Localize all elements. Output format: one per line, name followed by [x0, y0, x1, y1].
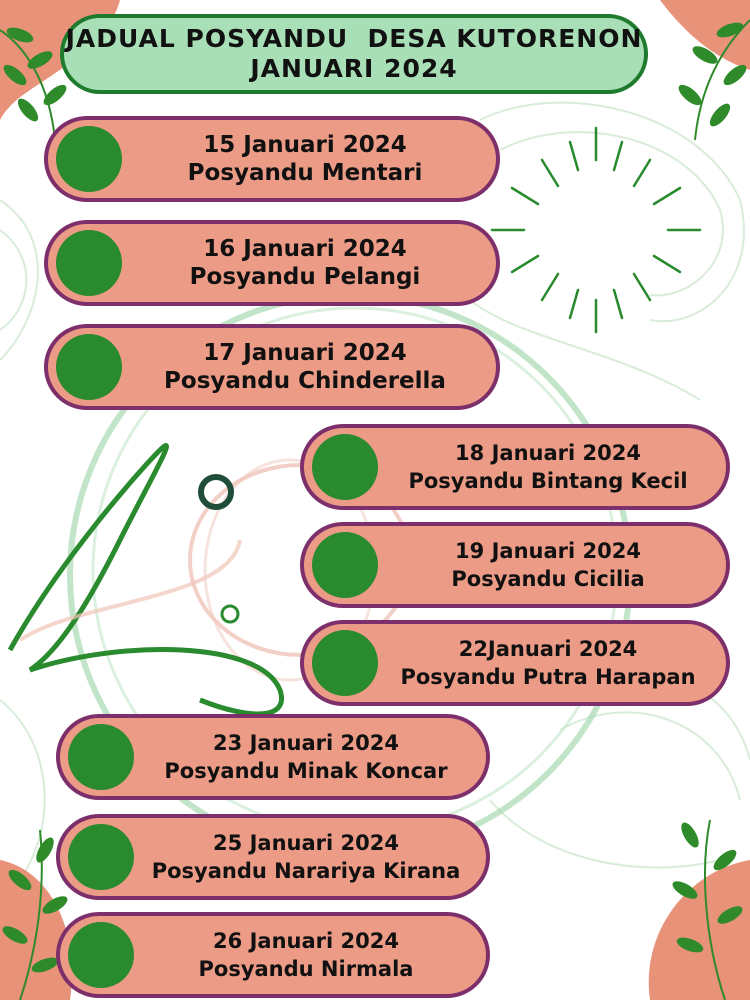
- title-line-1: JADUAL POSYANDU DESA KUTORENON: [65, 24, 643, 53]
- schedule-posyandu: Posyandu Bintang Kecil: [408, 469, 688, 493]
- schedule-date: 16 Januari 2024: [203, 236, 407, 262]
- green-loop: [10, 446, 282, 714]
- corner-blob-bottom-right: [649, 860, 750, 1000]
- title-banner: [60, 14, 648, 94]
- bullet-dot: [312, 630, 378, 696]
- schedule-item-2: [44, 220, 500, 306]
- bullet-dot: [68, 824, 134, 890]
- schedule-item-1: [44, 116, 500, 202]
- schedule-item-3: [44, 324, 500, 410]
- schedule-date: 22Januari 2024: [458, 637, 638, 661]
- schedule-item-7: [56, 714, 490, 800]
- bullet-dot: [56, 230, 122, 296]
- small-ring: [201, 477, 231, 507]
- schedule-posyandu: Posyandu Cicilia: [451, 567, 645, 591]
- bullet-dot: [56, 334, 122, 400]
- schedule-date: 17 Januari 2024: [203, 340, 407, 366]
- schedule-posyandu: Posyandu Narariya Kirana: [151, 859, 461, 883]
- bullet-dot: [312, 434, 378, 500]
- bullet-dot: [68, 724, 134, 790]
- schedule-posyandu: Posyandu Mentari: [187, 160, 423, 186]
- schedule-posyandu: Posyandu Putra Harapan: [400, 665, 696, 689]
- schedule-date: 23 Januari 2024: [213, 731, 399, 755]
- bullet-dot: [312, 532, 378, 598]
- schedule-date: 18 Januari 2024: [455, 441, 641, 465]
- schedule-item-8: [56, 814, 490, 900]
- schedule-date: 15 Januari 2024: [203, 132, 407, 158]
- schedule-date: 26 Januari 2024: [213, 929, 399, 953]
- schedule-date: 25 Januari 2024: [213, 831, 399, 855]
- schedule-date: 19 Januari 2024: [455, 539, 641, 563]
- schedule-posyandu: Posyandu Nirmala: [198, 957, 414, 981]
- schedule-posyandu: Posyandu Chinderella: [164, 368, 446, 394]
- schedule-item-9: [56, 912, 490, 998]
- schedule-item-5: [300, 522, 730, 608]
- schedule-item-6: [300, 620, 730, 706]
- sunburst-decoration: [492, 128, 700, 332]
- schedule-posyandu: Posyandu Pelangi: [189, 264, 421, 290]
- schedule-item-4: [300, 424, 730, 510]
- bullet-dot: [68, 922, 134, 988]
- title-line-2: JANUARI 2024: [250, 54, 458, 83]
- schedule-posyandu: Posyandu Minak Koncar: [164, 759, 448, 783]
- bullet-dot: [56, 126, 122, 192]
